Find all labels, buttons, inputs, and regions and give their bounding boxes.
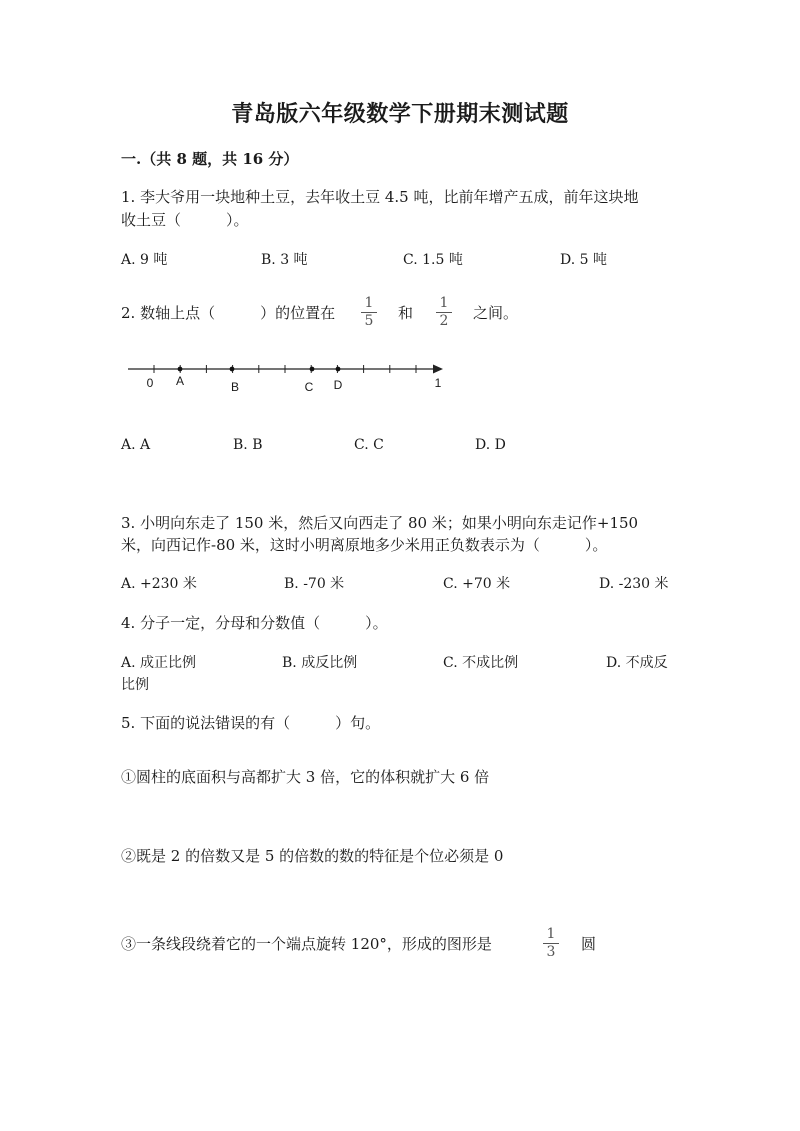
number-line-label-zero: 0 <box>146 376 154 390</box>
q4-option-b: B. 成反比例 <box>282 655 358 671</box>
number-line-arrow <box>433 365 443 374</box>
q1-text-line1: 1. 李大爷用一块地种土豆，去年收土豆 4.5 吨，比前年增产五成，前年这块地 <box>121 188 639 206</box>
q5-text: 5. 下面的说法错误的有（ ）句。 <box>121 714 381 732</box>
q5-fraction-one-third <box>543 927 559 960</box>
fraction-denominator: 5 <box>364 313 374 329</box>
number-line-label-one: 1 <box>434 376 442 390</box>
q3-text-line2: 米，向西记作-80 米，这时小明离原地多少米用正负数表示为（ ）。 <box>121 536 608 554</box>
point-a-dot <box>178 367 183 372</box>
number-line-label-a: A <box>175 374 185 388</box>
point-c-dot <box>310 367 315 372</box>
number-line-label-c: C <box>304 380 314 394</box>
fraction-numerator: 1 <box>439 295 449 311</box>
q3-option-d: D. -230 米 <box>599 576 669 592</box>
q5-statement-2: ②既是 2 的倍数又是 5 的倍数的数的特征是个位必须是 0 <box>121 847 504 865</box>
q4-option-c: C. 不成比例 <box>443 655 519 671</box>
q3-option-b: B. -70 米 <box>284 576 345 592</box>
q5-statement-1: ①圆柱的底面积与高都扩大 3 倍，它的体积就扩大 6 倍 <box>121 768 490 786</box>
q2-option-a: A. A <box>121 437 151 453</box>
q4-text: 4. 分子一定，分母和分数值（ ）。 <box>121 614 388 632</box>
number-line-label-d: D <box>333 378 343 392</box>
q2-option-c: C. C <box>354 437 384 453</box>
q3-option-c: C. +70 米 <box>443 576 511 592</box>
q2-option-d: D. D <box>475 437 506 453</box>
q3-option-a: A. +230 米 <box>121 576 197 592</box>
number-line-label-b: B <box>230 380 240 394</box>
q4-option-d-wrap: 比例 <box>121 677 149 693</box>
q1-option-a: A. 9 吨 <box>121 252 168 268</box>
q1-option-c: C. 1.5 吨 <box>403 252 463 268</box>
q2-text-prefix: 2. 数轴上点（ ）的位置在 <box>121 304 336 322</box>
fraction-numerator: 1 <box>546 926 556 942</box>
q1-option-b: B. 3 吨 <box>261 252 308 268</box>
section-header: 一.（共 8 题，共 16 分） <box>121 150 299 168</box>
point-d-dot <box>336 367 341 372</box>
number-line-diagram <box>0 0 800 420</box>
q4-option-d: D. 不成反 <box>606 655 668 671</box>
q1-option-d: D. 5 吨 <box>560 252 607 268</box>
page-title: 青岛版六年级数学下册期末测试题 <box>231 101 569 127</box>
q2-text-suffix: 之间。 <box>473 304 519 322</box>
q5-statement-3-suffix: 圆 <box>581 935 597 953</box>
q3-text-line1: 3. 小明向东走了 150 米，然后又向西走了 80 米；如果小明向东走记作+150 <box>121 514 639 532</box>
q2-option-b: B. B <box>233 437 263 453</box>
q4-option-a: A. 成正比例 <box>121 655 197 671</box>
fraction-denominator: 2 <box>439 313 449 329</box>
q1-text-line2: 收土豆（ ）。 <box>121 211 249 229</box>
fraction-numerator: 1 <box>364 295 374 311</box>
fraction-denominator: 3 <box>546 944 556 960</box>
point-b-dot <box>230 367 235 372</box>
q2-text-and: 和 <box>398 304 414 322</box>
q5-statement-3-prefix: ③一条线段绕着它的一个端点旋转 120°，形成的图形是 <box>121 935 492 953</box>
